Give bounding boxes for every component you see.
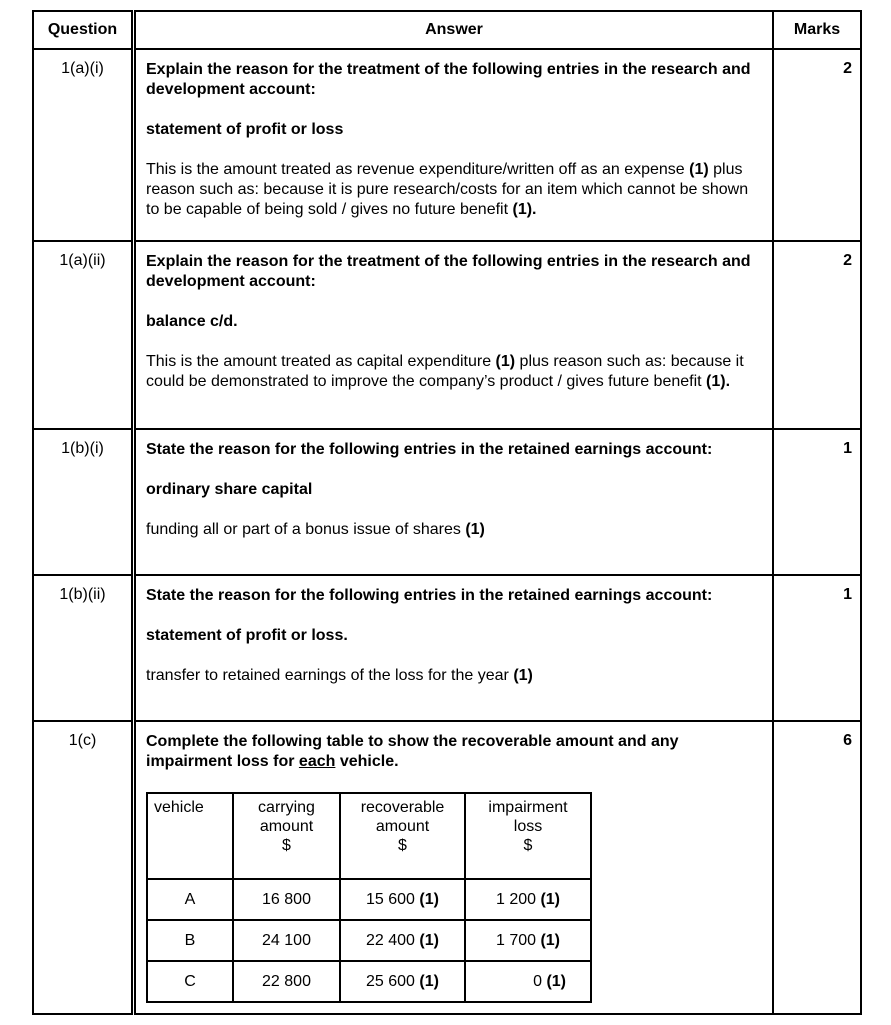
column-header	[340, 793, 465, 879]
mark-scheme-table	[32, 10, 862, 1015]
vehicle-table-header	[147, 793, 591, 879]
cell-value: 15 600	[366, 891, 420, 908]
answer-text: (1)	[689, 161, 709, 178]
table-cell	[340, 920, 465, 961]
table-cell	[233, 879, 340, 920]
vehicle-row	[147, 961, 591, 1002]
vehicle-row	[147, 879, 591, 920]
cell-value: 22 800	[262, 973, 311, 990]
question-number: 1(a)(ii)	[33, 241, 134, 429]
answer-paragraph	[146, 252, 762, 292]
answer-paragraph	[146, 120, 762, 140]
cell-value: 25 600	[366, 973, 420, 990]
answer-paragraph	[146, 480, 762, 500]
vehicle-table	[146, 792, 592, 1003]
cell-mark: (1)	[419, 973, 439, 990]
question-number: 1(c)	[33, 721, 134, 1014]
table-cell	[147, 879, 233, 920]
marks-header: Marks	[773, 11, 861, 49]
answer-text: each	[298, 753, 336, 770]
table-cell	[233, 920, 340, 961]
answer-text: statement of profit or loss	[146, 121, 344, 138]
column-header	[465, 793, 591, 879]
cell-value: B	[184, 932, 196, 949]
answer-text: State the reason for the following entries in the retained earnings account:	[146, 441, 713, 458]
table-cell	[465, 961, 591, 1002]
cell-mark: (1)	[546, 973, 566, 990]
answer-text: (1)	[495, 353, 516, 370]
cell-value: 24 100	[262, 932, 311, 949]
answer-text: balance c/d.	[146, 313, 238, 330]
question-row	[33, 575, 861, 721]
answer-paragraph	[146, 626, 762, 646]
answer-text: (1)	[465, 521, 485, 538]
cell-value: C	[184, 973, 196, 990]
question-row	[33, 49, 861, 241]
question-number: 1(b)(i)	[33, 429, 134, 575]
answer-text: vehicle.	[335, 753, 399, 770]
header-line: carrying	[258, 799, 315, 816]
question-header: Question	[33, 11, 134, 49]
answer-text: Explain the reason for the treatment of the following entries in the research and development account:	[146, 61, 751, 98]
answer-text: plus reason such as: because it is pure research/costs for an item which cannot be shown to be capable of being sold / gives no future benefit	[146, 161, 749, 218]
answer-text: (1)	[513, 667, 533, 684]
header-line: $	[523, 837, 533, 854]
answer-text: State the reason for the following entries in the retained earnings account:	[146, 587, 713, 604]
cell-mark: (1)	[419, 932, 439, 949]
answer-text: statement of profit or loss.	[146, 627, 348, 644]
answer-header: Answer	[134, 11, 774, 49]
answer-text: ordinary share capital	[146, 481, 313, 498]
answer-text: plus reason such as: because it could be demonstrated to improve the company’s product / gives future benefit	[146, 353, 744, 390]
table-cell	[340, 879, 465, 920]
marks-value: 2	[773, 241, 861, 429]
question-row	[33, 721, 861, 1014]
column-header	[233, 793, 340, 879]
table-cell	[233, 961, 340, 1002]
answer-text: funding all or part of a bonus issue of shares	[146, 521, 466, 538]
answer-cell	[134, 241, 774, 429]
answer-paragraph	[146, 312, 762, 332]
header-line: amount	[259, 818, 314, 835]
column-header	[147, 793, 233, 879]
table-cell	[147, 920, 233, 961]
question-number: 1(b)(ii)	[33, 575, 134, 721]
table-cell	[465, 879, 591, 920]
cell-value: A	[184, 891, 196, 908]
marks-value: 2	[773, 49, 861, 241]
header-line: loss	[513, 818, 543, 835]
answer-text: transfer to retained earnings of the loss for the year	[146, 667, 514, 684]
answer-text: Complete the following table to show the recoverable amount and any impairment loss for	[146, 733, 679, 770]
answer-paragraph	[146, 440, 762, 460]
answer-paragraph	[146, 666, 762, 686]
header-line: $	[282, 837, 291, 854]
cell-value: 1 200	[495, 891, 541, 908]
answer-paragraph	[146, 732, 762, 772]
header-row	[33, 11, 861, 49]
table-cell	[147, 961, 233, 1002]
header-line: recoverable	[360, 799, 445, 816]
table-cell	[340, 961, 465, 1002]
cell-mark: (1)	[540, 932, 561, 949]
marks-value: 1	[773, 575, 861, 721]
answer-cell	[134, 721, 774, 1014]
answer-cell	[134, 575, 774, 721]
answer-paragraph	[146, 520, 762, 540]
cell-mark: (1)	[419, 891, 439, 908]
header-line: amount	[375, 818, 430, 835]
answer-text: This is the amount treated as capital expenditure	[146, 353, 496, 370]
answer-paragraph	[146, 352, 762, 392]
cell-mark: (1)	[540, 891, 561, 908]
marks-value: 1	[773, 429, 861, 575]
answer-text: (1).	[512, 201, 537, 218]
question-row	[33, 429, 861, 575]
cell-value: 22 400	[366, 932, 420, 949]
answer-text: This is the amount treated as revenue expenditure/written off as an expense	[146, 161, 690, 178]
marks-value: 6	[773, 721, 861, 1014]
answer-paragraph	[146, 60, 762, 100]
vehicle-row	[147, 920, 591, 961]
header-line: $	[398, 837, 407, 854]
header-line: vehicle	[154, 799, 204, 816]
answer-text: (1).	[706, 373, 731, 390]
answer-paragraph	[146, 160, 762, 220]
header-line: impairment	[488, 799, 568, 816]
answer-cell	[134, 429, 774, 575]
table-cell	[465, 920, 591, 961]
cell-value: 1 700	[495, 932, 541, 949]
cell-value: 0	[533, 973, 547, 990]
answer-cell	[134, 49, 774, 241]
answer-text: Explain the reason for the treatment of the following entries in the research and development account:	[146, 253, 751, 290]
question-number: 1(a)(i)	[33, 49, 134, 241]
question-row	[33, 241, 861, 429]
cell-value: 16 800	[262, 891, 311, 908]
answer-paragraph	[146, 586, 762, 606]
